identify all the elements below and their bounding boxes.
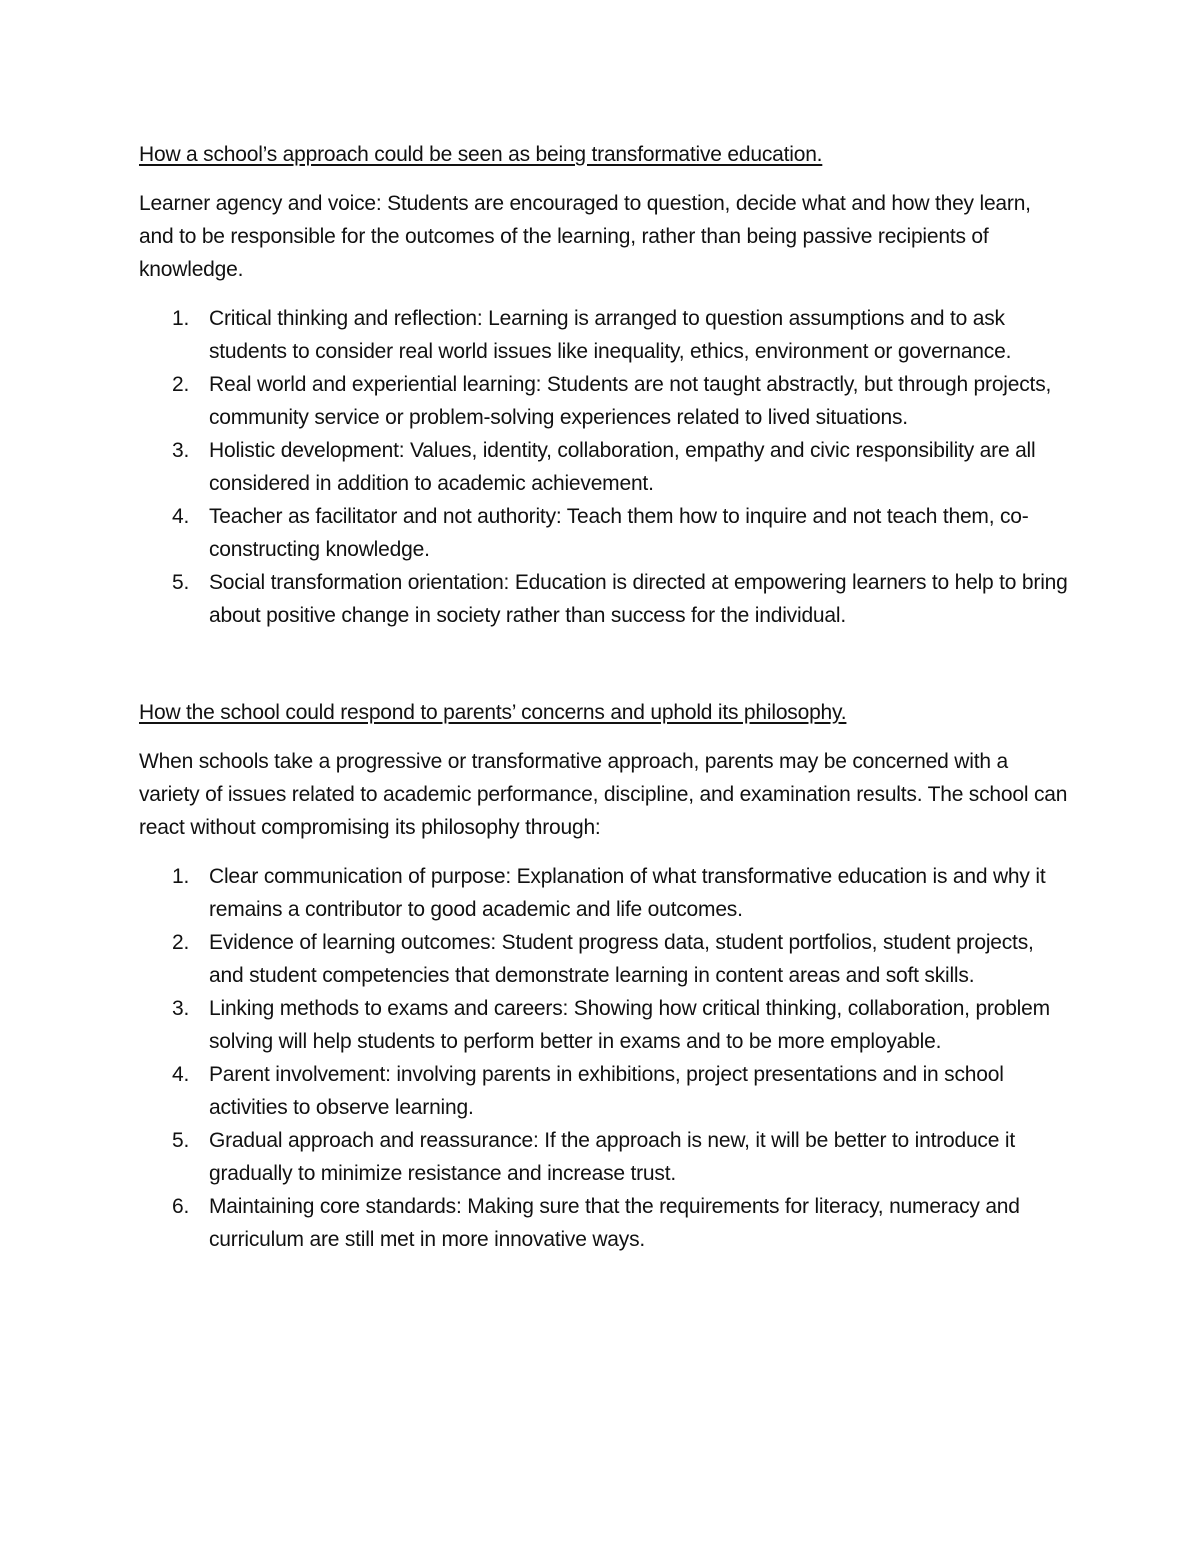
list-number: 3. — [172, 439, 190, 462]
list-item-text: Social transformation orientation: Education is directed at empowering learners to help to bring about positive change in society rather than success for the individual. — [209, 571, 1068, 627]
section2 — [139, 696, 1069, 1256]
list-item — [139, 302, 1069, 368]
list-item-text: Maintaining core standards: Making sure that the requirements for literacy, numeracy and curriculum are still met in more innovative ways. — [209, 1195, 1020, 1251]
list-item — [139, 368, 1069, 434]
list-item — [139, 1058, 1069, 1124]
list-number: 5. — [172, 1129, 190, 1152]
list-number: 2. — [172, 931, 190, 954]
list-item-text: Parent involvement: involving parents in exhibitions, project presentations and in school activities to observe learning. — [209, 1063, 1004, 1119]
list-item — [139, 860, 1069, 926]
list-item — [139, 500, 1069, 566]
list-number: 5. — [172, 571, 190, 594]
list-number: 1. — [172, 865, 190, 888]
list-item-text: Linking methods to exams and careers: Showing how critical thinking, collaboration, problem solving will help students to perform better in exams and to be more employable. — [209, 997, 1050, 1053]
section1-heading: How a school’s approach could be seen as being transformative education. — [139, 143, 823, 166]
list-number: 4. — [172, 1063, 190, 1086]
list-item-text: Critical thinking and reflection: Learning is arranged to question assumptions and to ask students to consider real world issues like inequality, ethics, environment or governance. — [209, 307, 1012, 363]
list-item — [139, 992, 1069, 1058]
list-item-text: Gradual approach and reassurance: If the approach is new, it will be better to introduce it gradually to minimize resistance and increase trust. — [209, 1129, 1015, 1185]
list-number: 2. — [172, 373, 190, 396]
section1-intro: Learner agency and voice: Students are encouraged to question, decide what and how they learn, and to be responsible for the outcomes of the learning, rather than being passive recipients of knowledge. — [139, 192, 1031, 281]
section2-intro: When schools take a progressive or transformative approach, parents may be concerned with a variety of issues related to academic performance, discipline, and examination results. The school can react without compromising its philosophy through: — [139, 750, 1068, 839]
list-item — [139, 566, 1069, 632]
list-item — [139, 434, 1069, 500]
list-number: 6. — [172, 1195, 190, 1218]
list-item — [139, 1190, 1069, 1256]
list-item — [139, 1124, 1069, 1190]
section1-list — [139, 302, 1069, 632]
list-number: 3. — [172, 997, 190, 1020]
list-number: 4. — [172, 505, 190, 528]
list-item-text: Holistic development: Values, identity, collaboration, empathy and civic responsibility are all considered in addition to academic achievement. — [209, 439, 1036, 495]
section2-heading: How the school could respond to parents’ concerns and uphold its philosophy. — [139, 701, 847, 724]
list-item-text: Evidence of learning outcomes: Student progress data, student portfolios, student projects, and student competencies that demonstrate learning in content areas and soft skills. — [209, 931, 1034, 987]
document-body — [139, 138, 1069, 1256]
section2-list — [139, 860, 1069, 1256]
list-item — [139, 926, 1069, 992]
list-item-text: Teacher as facilitator and not authority: Teach them how to inquire and not teach them, co-constructing knowledge. — [209, 505, 1029, 561]
list-item-text: Clear communication of purpose: Explanation of what transformative education is and why it remains a contributor to good academic and life outcomes. — [209, 865, 1046, 921]
list-number: 1. — [172, 307, 190, 330]
list-item-text: Real world and experiential learning: Students are not taught abstractly, but through projects, community service or problem-solving experiences related to lived situations. — [209, 373, 1052, 429]
